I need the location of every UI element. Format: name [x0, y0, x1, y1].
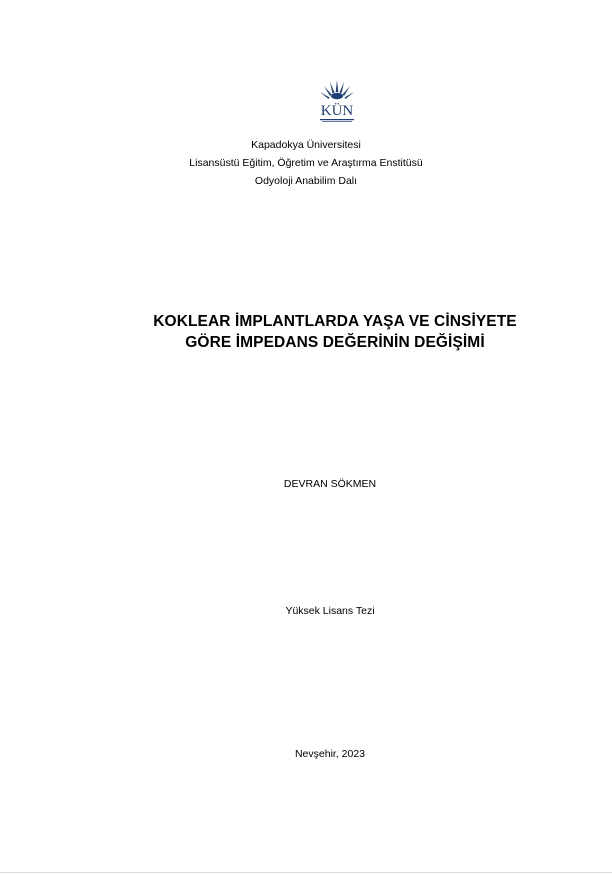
thesis-title — [0, 311, 612, 353]
page-bottom-border — [0, 872, 612, 873]
department-name: Odyoloji Anabilim Dalı — [254, 175, 358, 187]
place-and-date: Nevşehir, 2023 — [294, 748, 366, 760]
svg-text:KÜN: KÜN — [320, 103, 354, 119]
thesis-title-line-1: KOKLEAR İMPLANTLARDA YAŞA VE CİNSİYETE — [153, 313, 517, 330]
author-name: DEVRAN SÖKMEN — [283, 478, 377, 490]
institute-name: Lisansüstü Eğitim, Öğretim ve Araştırma Enstitüsü — [189, 157, 423, 169]
university-name: Kapadokya Üniversitesi — [251, 139, 361, 151]
degree-type: Yüksek Lisans Tezi — [285, 605, 375, 617]
university-logo — [310, 78, 364, 124]
institution-block — [0, 136, 612, 190]
thesis-title-line-2: GÖRE İMPEDANS DEĞERİNİN DEĞİŞİMİ — [185, 334, 485, 351]
